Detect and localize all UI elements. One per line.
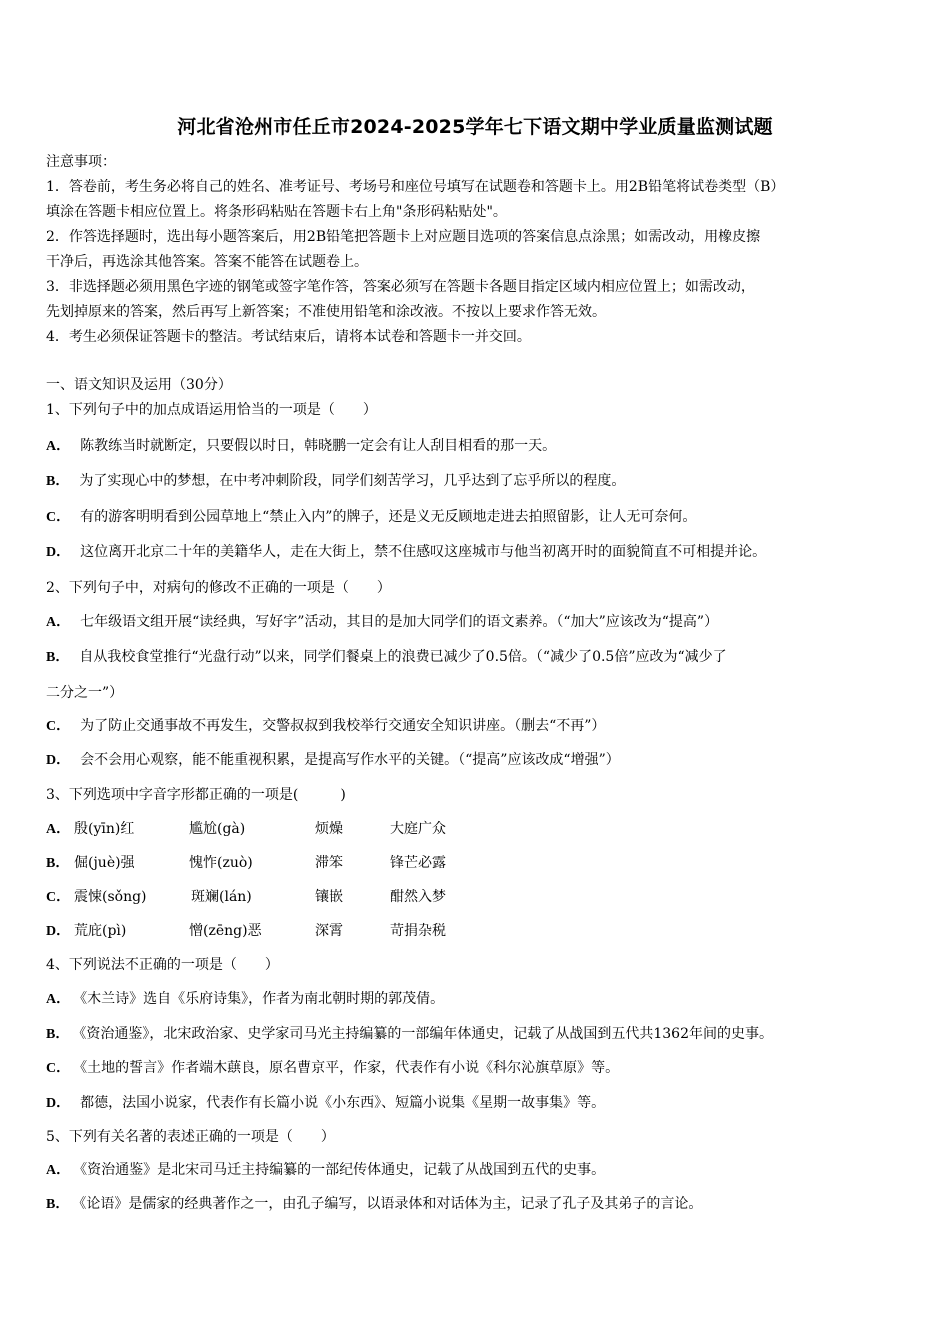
option-row (46, 471, 625, 492)
option-cell: 荒庇(pì) (74, 923, 127, 939)
option-cell: 酣然入梦 (390, 889, 446, 905)
section-heading: 一、语文知识及运用（30分） (46, 377, 232, 393)
notice-line: 2．作答选择题时，选出每小题答案后，用2B铅笔把答题卡上对应题目选项的答案信息点涂黑；如需改动，用橡皮擦 (46, 229, 761, 245)
option-text: 都德，法国小说家，代表作有长篇小说《小东西》、短篇小说集《星期一故事集》等。 (80, 1095, 606, 1111)
option-row (46, 1194, 702, 1215)
option-cell: 震悚(sǒng) (74, 889, 147, 905)
notice-line: 先划掉原来的答案，然后再写上新答案；不准使用铅笔和涂改液。不按以上要求作答无效。 (46, 304, 606, 320)
option-cell: 烦燥 (315, 821, 343, 837)
question-stem: 2、下列句子中，对病句的修改不正确的一项是（ ） (46, 580, 391, 596)
option-cell: 滞笨 (315, 855, 343, 871)
option-label: A． (46, 1163, 71, 1178)
option-row (46, 647, 727, 668)
option-text: 为了实现心中的梦想，在中考冲刺阶段，同学们刻苦学习，几乎达到了忘乎所以的程度。 (79, 473, 626, 489)
option-cell: 镶嵌 (315, 889, 343, 905)
notice-line: 1．答卷前，考生务必将自己的姓名、准考证号、考场号和座位号填写在试题卷和答题卡上。用2B铅笔将试卷类型（B） (46, 179, 785, 195)
question-stem: 5、下列有关名著的表述正确的一项是（ ） (46, 1129, 335, 1145)
option-label: D． (46, 753, 71, 768)
option-row (46, 1160, 605, 1181)
option-row (46, 1024, 773, 1045)
question-stem: 4、下列说法不正确的一项是（ ） (46, 957, 279, 973)
option-text: 《木兰诗》选自《乐府诗集》，作者为南北朝时期的郭茂倩。 (80, 991, 445, 1007)
option-text: 《论语》是儒家的经典著作之一，由孔子编写，以语录体和对话体为主，记录了孔子及其弟子的言论。 (79, 1196, 703, 1212)
option-text: 有的游客明明看到公园草地上“禁止入内”的牌子，还是义无反顾地走进去拍照留影，让人无可奈何。 (80, 509, 697, 525)
option-row (46, 612, 718, 633)
option-label: B． (46, 1197, 70, 1212)
option-row (46, 750, 620, 771)
notice-line: 填涂在答题卡相应位置上。将条形码粘贴在答题卡右上角"条形码粘贴处"。 (46, 204, 507, 220)
notice-line: 干净后，再选涂其他答案。答案不能答在试题卷上。 (46, 254, 368, 270)
option-cell: 倔(juè)强 (74, 855, 135, 871)
option-label: A． (46, 615, 71, 630)
option-cell: 大庭广众 (390, 821, 446, 837)
option-label: D． (46, 924, 71, 939)
page-title: 河北省沧州市任丘市2024-2025学年七下语文期中学业质量监测试题 (177, 116, 773, 138)
option-label: A． (46, 822, 71, 837)
option-text: 自从我校食堂推行“光盘行动”以来，同学们餐桌上的浪费已减少了0.5倍。（“减少了0.5倍”应改为“减少了 (79, 649, 727, 665)
option-text: 会不会用心观察，能不能重视积累，是提高写作水平的关键。（“提高”应该改成“增强”） (80, 752, 620, 768)
question-stem: 1、下列句子中的加点成语运用恰当的一项是（ ） (46, 402, 377, 418)
option-label: B． (46, 474, 70, 489)
option-text: 七年级语文组开展“读经典，写好字”活动，其目的是加大同学们的语文素养。（“加大”应该改为“提高”） (80, 614, 719, 630)
option-cell: 憎(zēng)恶 (189, 923, 262, 939)
option-label: C． (46, 890, 71, 905)
option-row (46, 1058, 619, 1079)
option-cell: 苛捐杂税 (390, 923, 446, 939)
option-label: D． (46, 1096, 71, 1111)
notice-line: 4．考生必须保证答题卡的整洁。考试结束后，请将本试卷和答题卡一并交回。 (46, 329, 531, 345)
option-cell: 深霄 (315, 923, 343, 939)
option-cell: 锋芒必露 (390, 855, 446, 871)
option-label: B． (46, 1027, 70, 1042)
option-text: 《土地的誓言》作者端木蕻良，原名曹京平，作家，代表作有小说《科尔沁旗草原》等。 (80, 1060, 620, 1076)
option-row (46, 507, 696, 528)
option-label: C． (46, 510, 71, 525)
option-row (46, 1093, 605, 1114)
notice-heading: 注意事项： (46, 154, 116, 170)
option-text: 陈教练当时就断定，只要假以时日，韩晓鹏一定会有让人刮目相看的那一天。 (80, 438, 557, 454)
option-text: 《资治通鉴》是北宋司马迁主持编纂的一部纪传体通史，记载了从战国到五代的史事。 (80, 1162, 606, 1178)
option-label: C． (46, 1061, 71, 1076)
option-cell: 殷(yīn)红 (74, 821, 135, 837)
option-label: D． (46, 545, 71, 560)
option-row (46, 436, 556, 457)
option-row (46, 716, 605, 737)
option-row (46, 989, 444, 1010)
option-text: 《资治通鉴》，北宋政治家、史学家司马光主持编纂的一部编年体通史，记载了从战国到五代共1362年间的史事。 (79, 1026, 773, 1042)
option-cell: 尴尬(gà) (189, 821, 246, 837)
option-label: B． (46, 650, 70, 665)
option-label: A． (46, 992, 71, 1007)
option-text: 为了防止交通事故不再发生，交警叔叔到我校举行交通安全知识讲座。（删去“不再”） (80, 718, 606, 734)
option-text: 这位离开北京二十年的美籍华人，走在大街上，禁不住感叹这座城市与他当初离开时的面貌简直不可相提并论。 (80, 544, 767, 560)
option-label: A． (46, 439, 71, 454)
option-cell: 斑斓(lán) (191, 889, 252, 905)
option-row (46, 542, 766, 563)
question-stem: 3、下列选项中字音字形都正确的一项是( ) (46, 787, 346, 803)
option-cell: 愧怍(zuò) (189, 855, 253, 871)
option-label: B． (46, 856, 70, 871)
option-label: C． (46, 719, 71, 734)
notice-line: 3．非选择题必须用黑色字迹的钢笔或签字笔作答，答案必须写在答题卡各题目指定区域内相应位置上；如需改动， (46, 279, 755, 295)
option-continuation: 二分之一”） (46, 685, 124, 701)
